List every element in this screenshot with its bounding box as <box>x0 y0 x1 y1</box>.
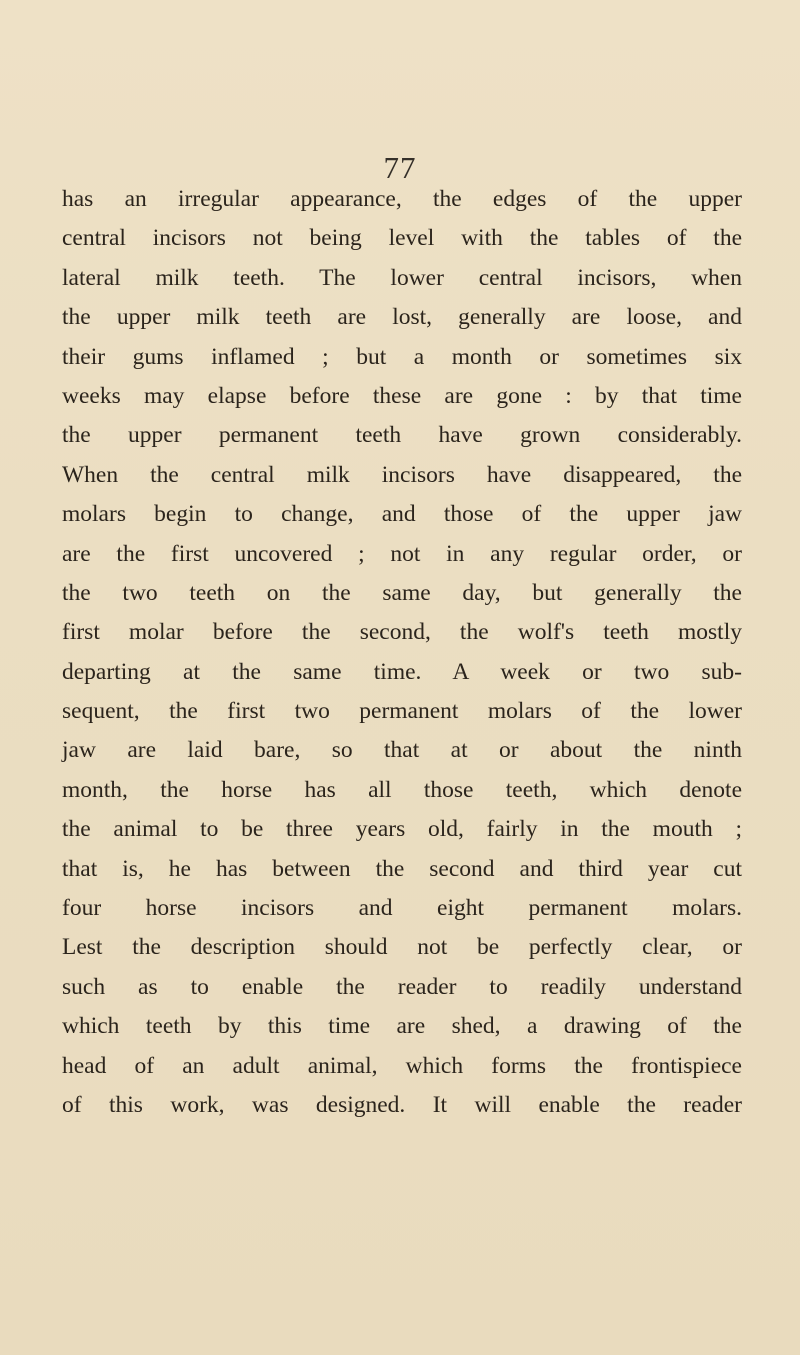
text-line: of this work, was designed. It will enable the reader <box>62 1091 742 1118</box>
text-line: the animal to be three years old, fairly in the mouth ; <box>62 816 742 843</box>
body-text <box>62 180 742 1125</box>
text-line: sequent, the first two permanent molars of the lower <box>62 698 742 725</box>
text-line: that is, he has between the second and third year cut <box>62 855 742 882</box>
text-line: which teeth by this time are shed, a drawing of the <box>62 1013 742 1040</box>
text-line: first molar before the second, the wolf's teeth mostly <box>62 619 742 646</box>
text-line: their gums inflamed ; but a month or sometimes six <box>62 343 742 370</box>
text-line: the upper permanent teeth have grown considerably. <box>62 422 742 449</box>
text-line: the two teeth on the same day, but generally the <box>62 579 742 606</box>
text-line: central incisors not being level with the tables of the <box>62 225 742 252</box>
text-line: departing at the same time. A week or two sub- <box>62 658 742 685</box>
page-number: 77 <box>383 150 417 185</box>
text-line: are the first uncovered ; not in any regular order, or <box>62 540 742 567</box>
text-line: weeks may elapse before these are gone : by that time <box>62 382 742 409</box>
text-line: four horse incisors and eight permanent molars. <box>62 895 742 922</box>
text-line: such as to enable the reader to readily understand <box>62 973 742 1000</box>
text-line: jaw are laid bare, so that at or about the ninth <box>62 737 742 764</box>
text-line: has an irregular appearance, the edges of the upper <box>62 186 742 212</box>
text-line: head of an adult animal, which forms the frontispiece <box>62 1052 742 1079</box>
text-line: month, the horse has all those teeth, which denote <box>62 776 742 803</box>
text-line: molars begin to change, and those of the upper jaw <box>62 501 742 528</box>
text-line: the upper milk teeth are lost, generally are loose, and <box>62 304 742 331</box>
text-line: lateral milk teeth. The lower central incisors, when <box>62 264 742 291</box>
text-line: When the central milk incisors have disappeared, the <box>62 461 742 488</box>
text-line: Lest the description should not be perfectly clear, or <box>62 934 742 961</box>
